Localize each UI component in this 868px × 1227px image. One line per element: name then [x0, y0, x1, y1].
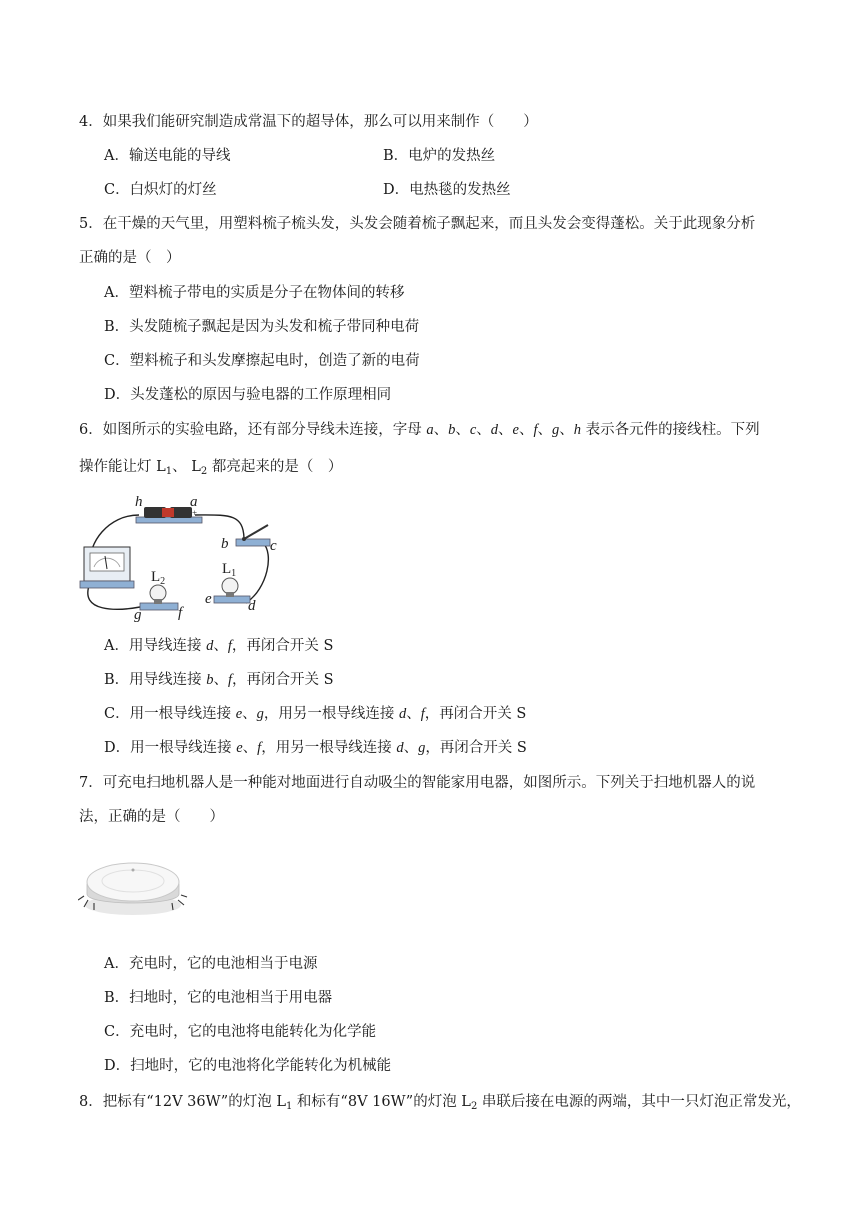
q8-stem-mid: 和标有“8V 16W”的灯泡 L	[292, 1094, 471, 1110]
brush-bristle	[181, 895, 187, 897]
q5-stem-line1: 5．在干燥的天气里，用塑料梳子梳头发，头发会随着梳子飘起来，而且头发会变得蓬松。关于此现象分析	[79, 216, 756, 232]
q5-stem-line2: 正确的是（ ）	[79, 250, 181, 266]
bulb2-base	[140, 603, 178, 610]
bulb2-letter: L	[151, 569, 161, 585]
switch-pivot	[242, 537, 246, 541]
terminal-letter-e: e	[512, 422, 519, 438]
q7-stem-line1: 7．可充电扫地机器人是一种能对地面进行自动吸尘的智能家用电器，如图所示。下列关于扫地机器人的说	[79, 775, 756, 791]
q6-stem-post: 表示各元件的接线柱。下列	[581, 422, 760, 438]
option-text: ，再闭合开关 S	[231, 638, 334, 654]
q6-stem2-pre: 操作能让灯 L	[79, 459, 166, 475]
brush-bristle	[78, 896, 84, 900]
q6-stem2-mid: 、 L	[172, 459, 201, 475]
q5-option-b: B．头发随梳子飘起是因为头发和梳子带同种电荷	[104, 319, 420, 335]
terminal-letter-h: h	[573, 422, 581, 438]
q8-stem	[79, 1092, 801, 1117]
q6-stem2-post: 都亮起来的是（ ）	[207, 459, 343, 475]
q4-option-c: C．白炽灯的灯丝	[104, 182, 217, 198]
q7-option-d: D．扫地时，它的电池将化学能转化为机械能	[104, 1058, 392, 1074]
separator: 、	[518, 422, 534, 438]
separator: 、	[242, 740, 258, 756]
subscript-1: 1	[165, 466, 173, 477]
terminal-ref: b	[206, 672, 214, 688]
terminal-letter-g: g	[552, 422, 560, 438]
terminal-b: b	[221, 536, 229, 552]
terminal-h: h	[135, 494, 143, 510]
terminal-ref: f	[420, 706, 425, 722]
q6-option-d	[104, 738, 527, 758]
bulb2-subscript: 2	[160, 576, 166, 587]
option-text: ，再闭合开关 S	[424, 706, 527, 722]
bulb1-letter: L	[222, 561, 232, 577]
q7-option-a: A．充电时，它的电池相当于电源	[104, 956, 318, 972]
separator: 、	[433, 422, 449, 438]
bulb1-label	[222, 561, 236, 579]
separator: 、	[213, 672, 229, 688]
terminal-ref: d	[206, 638, 214, 654]
q5-option-c: C．塑料梳子和头发摩擦起电时，创造了新的电荷	[104, 353, 420, 369]
switch-base	[236, 539, 270, 546]
switch-lever	[244, 525, 268, 539]
q6-option-a	[104, 636, 333, 656]
separator: 、	[455, 422, 470, 438]
terminal-letter-a: a	[426, 422, 434, 438]
robot-vacuum-image	[78, 850, 188, 920]
bulb1-socket	[226, 592, 234, 597]
terminal-letter-c: c	[469, 422, 477, 438]
battery-red-band	[162, 508, 174, 517]
terminal-ref: f	[257, 740, 262, 756]
separator: 、	[537, 422, 552, 438]
battery-plus-sign: +	[192, 508, 198, 518]
q5-option-a: A．塑料梳子带电的实质是分子在物体间的转移	[104, 285, 405, 301]
q6-stem-line1	[79, 420, 760, 440]
bulb2-socket	[154, 599, 162, 604]
bulb2-label	[151, 569, 165, 587]
terminal-a: a	[190, 494, 198, 510]
bulb2-glass	[150, 585, 166, 601]
terminal-letter-b: b	[448, 422, 456, 438]
separator: 、	[213, 638, 228, 654]
ammeter-base	[80, 581, 134, 588]
bulb1-subscript: 1	[231, 568, 237, 579]
terminal-d: d	[248, 598, 256, 614]
robot-button	[132, 869, 135, 872]
separator: 、	[406, 706, 421, 722]
terminal-g: g	[134, 607, 142, 623]
option-text: C．用一根导线连接	[104, 706, 236, 722]
subscript-1: 1	[285, 1101, 293, 1112]
separator: 、	[242, 706, 257, 722]
terminal-e: e	[205, 591, 212, 607]
separator: 、	[498, 422, 513, 438]
terminal-letter-d: d	[490, 422, 499, 438]
separator: 、	[476, 422, 491, 438]
terminal-ref: d	[396, 740, 404, 756]
q4-option-b: B．电炉的发热丝	[383, 148, 496, 164]
option-text: D．用一根导线连接	[104, 740, 237, 756]
terminal-ref: e	[235, 706, 243, 722]
terminal-f: f	[178, 605, 183, 621]
separator: 、	[559, 422, 574, 438]
q7-option-c: C．充电时，它的电池将电能转化为化学能	[104, 1024, 377, 1040]
terminal-c: c	[270, 538, 277, 554]
terminal-ref: g	[418, 740, 426, 756]
terminal-ref: f	[228, 672, 233, 688]
q7-stem-line2: 法，正确的是（ ）	[79, 809, 224, 825]
terminal-letter-f: f	[533, 422, 538, 438]
option-text: A．用导线连接	[104, 638, 207, 654]
q4-stem: 4．如果我们能研究制造成常温下的超导体，那么可以用来制作（ ）	[79, 114, 538, 130]
circuit-diagram	[78, 493, 278, 625]
q6-stem-pre: 6．如图所示的实验电路，还有部分导线未连接，字母	[79, 422, 427, 438]
bulb1-glass	[222, 578, 238, 594]
bulb1-base	[214, 596, 250, 603]
q6-stem-line2	[79, 457, 342, 482]
q8-stem-post: 串联后接在电源的两端，其中一只灯泡正常发光，	[477, 1094, 801, 1110]
terminal-ref: d	[399, 706, 407, 722]
terminal-ref: f	[227, 638, 232, 654]
separator: 、	[403, 740, 419, 756]
option-text: ，用另一根导线连接	[261, 740, 397, 756]
option-text: ，再闭合开关 S	[425, 740, 527, 756]
q4-option-a: A．输送电能的导线	[104, 148, 231, 164]
q7-option-b: B．扫地时，它的电池相当于用电器	[104, 990, 333, 1006]
q4-option-d: D．电热毯的发热丝	[383, 182, 511, 198]
option-text: B．用导线连接	[104, 672, 207, 688]
option-text: ，用另一根导线连接	[263, 706, 399, 722]
q5-option-d: D．头发蓬松的原因与验电器的工作原理相同	[104, 387, 392, 403]
q6-option-c	[104, 704, 526, 724]
q8-stem-pre: 8．把标有“12V 36W”的灯泡 L	[79, 1094, 286, 1110]
terminal-ref: g	[256, 706, 264, 722]
subscript-2: 2	[470, 1101, 478, 1112]
wire-switch-to-bulb1	[246, 543, 268, 603]
subscript-2: 2	[200, 466, 208, 477]
option-text: ，再闭合开关 S	[232, 672, 334, 688]
terminal-ref: e	[236, 740, 243, 756]
q6-option-b	[104, 670, 334, 690]
